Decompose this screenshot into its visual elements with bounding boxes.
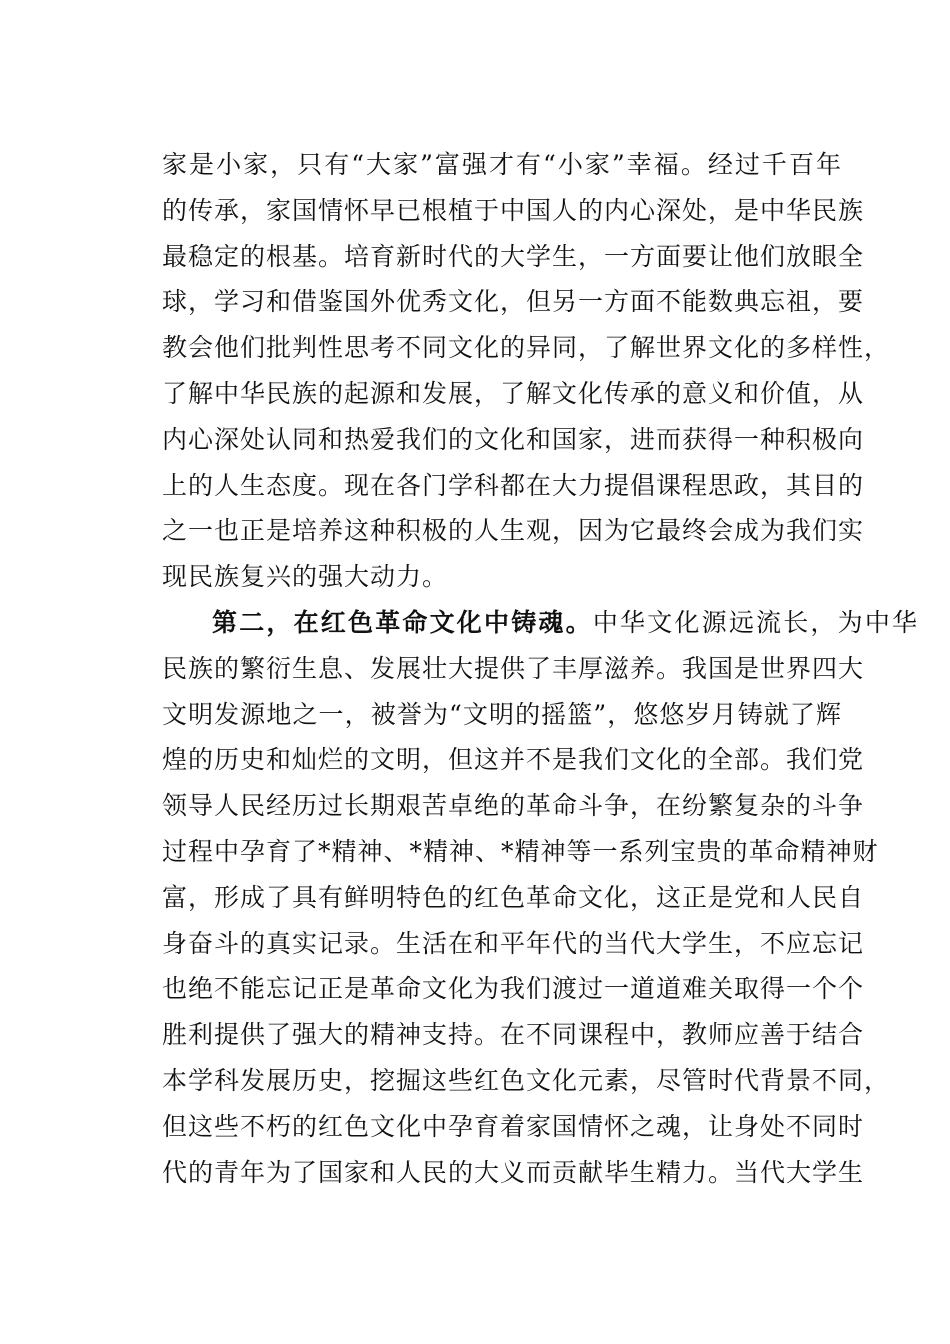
text-line: 富，形成了具有鲜明特色的红色革命文化，这正是党和人民自	[162, 882, 865, 912]
text-line: 代的青年为了国家和人民的大义而贡献毕生精力。当代大学生	[162, 1157, 865, 1187]
text-line: 身奋斗的真实记录。生活在和平年代的当代大学生，不应忘记	[162, 928, 865, 958]
text-line: 之一也正是培养这种积极的人生观，因为它最终会成为我们实	[162, 516, 865, 546]
text-line: 最稳定的根基。培育新时代的大学生，一方面要让他们放眼全	[162, 241, 865, 271]
body-text	[162, 142, 920, 1195]
text-line: 煌的历史和灿烂的文明，但这并不是我们文化的全部。我们党	[162, 745, 865, 775]
text-line: 球，学习和借鉴国外优秀文化，但另一方面不能数典忘祖，要	[162, 287, 865, 317]
text-line: 文明发源地之一，被誉为“文明的摇篮”，悠悠岁月铸就了辉	[162, 699, 842, 729]
heading-line	[162, 600, 920, 646]
text-line: 领导人民经历过长期艰苦卓绝的革命斗争，在纷繁复杂的斗争	[162, 791, 865, 821]
text-line: 了解中华民族的起源和发展，了解文化传承的意义和价值，从	[162, 378, 865, 408]
paragraph-2	[162, 600, 920, 1195]
text-line: 现民族复兴的强大动力。	[162, 562, 449, 592]
section-heading: 第二，在红色革命文化中铸魂。	[212, 607, 593, 637]
text-line: 上的人生态度。现在各门学科都在大力提倡课程思政，其目的	[162, 470, 865, 500]
text-line: 本学科发展历史，挖掘这些红色文化元素，尽管时代背景不同，	[162, 1065, 891, 1095]
text-line: 但这些不朽的红色文化中孕育着家国情怀之魂，让身处不同时	[162, 1111, 865, 1141]
text-line: 也绝不能忘记正是革命文化为我们渡过一道道难关取得一个个	[162, 974, 865, 1004]
text-line: 胜利提供了强大的精神支持。在不同课程中，教师应善于结合	[162, 1020, 865, 1050]
paragraph-1	[162, 142, 891, 600]
text-line: 民族的繁衍生息、发展壮大提供了丰厚滋养。我国是世界四大	[162, 653, 865, 683]
text-line: 教会他们批判性思考不同文化的异同，了解世界文化的多样性，	[162, 333, 891, 363]
text-line: 过程中孕育了*精神、*精神、*精神等一系列宝贵的革命精神财	[162, 836, 879, 866]
text-line: 的传承，家国情怀早已根植于中国人的内心深处，是中华民族	[162, 195, 865, 225]
text-line: 家是小家，只有“大家”富强才有“小家”幸福。经过千百年	[162, 150, 842, 179]
text-line: 内心深处认同和热爱我们的文化和国家，进而获得一种积极向	[162, 424, 865, 454]
heading-line-rest: 中华文化源远流长，为中华	[592, 607, 920, 637]
